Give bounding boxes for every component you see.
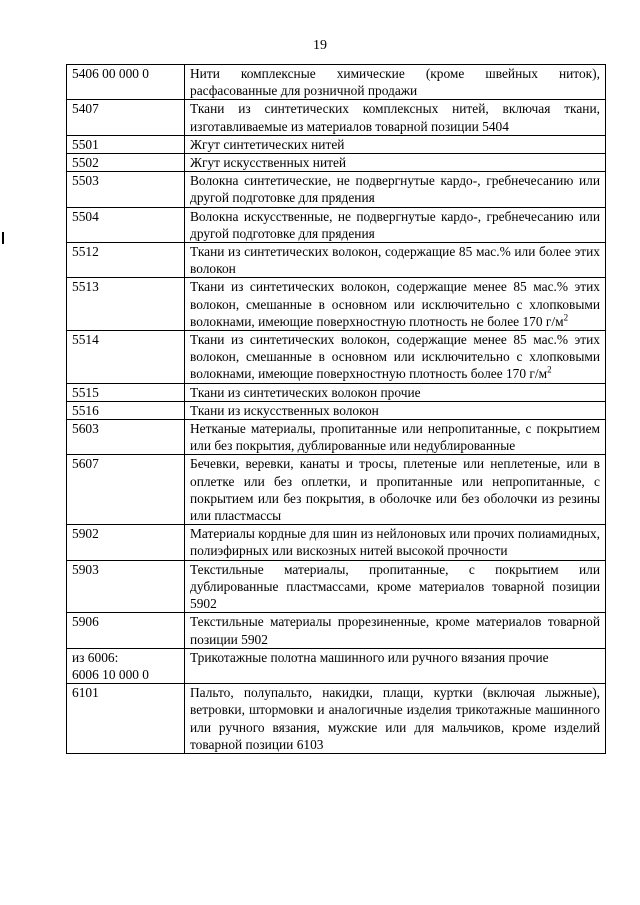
code-text: 5501 xyxy=(72,136,99,152)
description-text: Текстильные материалы, пропитанные, с покрытием или дублированные пластмассами, кроме материалов товарной позиции 5902 xyxy=(190,561,600,612)
table-body xyxy=(67,65,606,754)
table-row xyxy=(67,154,606,172)
code-cell xyxy=(67,154,185,172)
page-number: 19 xyxy=(313,38,327,53)
table-row xyxy=(67,455,606,525)
description-cell xyxy=(185,154,606,172)
code-text: 5502 xyxy=(72,155,99,171)
code-cell xyxy=(67,560,185,613)
description-cell xyxy=(185,243,606,278)
code-cell xyxy=(67,100,185,135)
table-row xyxy=(67,243,606,278)
description-cell xyxy=(185,65,606,100)
code-text: 5906 xyxy=(72,614,99,630)
code-text: 5903 xyxy=(72,561,99,577)
code-text: 5607 xyxy=(72,456,99,472)
description-cell xyxy=(185,331,606,384)
code-cell xyxy=(67,401,185,419)
code-cell xyxy=(67,455,185,525)
table-row xyxy=(67,648,606,683)
code-text-secondary: 6006 10 000 0 xyxy=(72,666,149,682)
description-cell xyxy=(185,100,606,135)
table-row xyxy=(67,207,606,242)
table-row xyxy=(67,100,606,135)
table-row xyxy=(67,383,606,401)
code-cell xyxy=(67,613,185,648)
description-text: Волокна синтетические, не подвергнутые кардо-, гребнечесанию или другой подготовке для прядения xyxy=(190,173,600,206)
code-text: 5503 xyxy=(72,173,99,189)
code-cell xyxy=(67,383,185,401)
description-text: Жгут искусственных нитей xyxy=(190,155,347,171)
table-row xyxy=(67,331,606,384)
code-cell xyxy=(67,135,185,153)
code-text: 5513 xyxy=(72,279,99,295)
code-cell xyxy=(67,172,185,207)
code-text: 5504 xyxy=(72,208,99,224)
description-cell xyxy=(185,278,606,331)
description-text: Ткани из синтетических волокон прочие xyxy=(190,384,421,400)
table-row xyxy=(67,65,606,100)
unit-superscript: 2 xyxy=(563,312,569,323)
table-row xyxy=(67,525,606,560)
unit-superscript: 2 xyxy=(547,364,552,375)
code-text: 5407 xyxy=(72,101,99,117)
code-text: 5406 00 000 0 xyxy=(72,66,149,81)
code-text: 5514 xyxy=(72,332,99,348)
description-cell xyxy=(185,560,606,613)
description-text: Нетканые материалы, пропитанные или непропитанные, с покрытием или без покрытия, дублированные или недублированные xyxy=(190,421,600,454)
description-text: Материалы кордные для шин из нейлоновых или прочих полиамидных, полиэфирных или вискозных нитей высокой прочности xyxy=(190,526,600,559)
code-cell xyxy=(67,648,185,683)
code-cell xyxy=(67,684,185,754)
code-text: 5516 xyxy=(72,402,99,418)
code-cell xyxy=(67,331,185,384)
description-cell xyxy=(185,420,606,455)
code-cell xyxy=(67,420,185,455)
table-row xyxy=(67,278,606,331)
description-cell xyxy=(185,172,606,207)
description-text: Ткани из искусственных волокон xyxy=(190,402,379,418)
description-cell xyxy=(185,135,606,153)
description-text: Волокна искусственные, не подвергнутые кардо-, гребнечесанию или другой подготовке для прядения xyxy=(190,208,600,241)
description-cell xyxy=(185,401,606,419)
table-row xyxy=(67,135,606,153)
code-text: 5515 xyxy=(72,384,99,400)
table-row xyxy=(67,560,606,613)
description-text: Ткани из синтетических комплексных нитей, включая ткани, изготавливаемые из материалов товарной позиции 5404 xyxy=(190,101,600,134)
description-text: Ткани из синтетических волокон, содержащие 85 мас.% или более этих волокон xyxy=(190,244,600,277)
code-text: 5512 xyxy=(72,244,99,260)
description-text: Бечевки, веревки, канаты и тросы, плетеные или неплетеные, или в оплетке или без оплетки, и пропитанные или непропитанные, с покрытием или без покрытия, в оболочке или без оболочки из резины или пластмассы xyxy=(190,456,600,524)
code-text: 5603 xyxy=(72,421,99,437)
description-text: Трикотажные полотна машинного или ручного вязания прочие xyxy=(190,649,549,665)
description-cell xyxy=(185,525,606,560)
table-row xyxy=(67,420,606,455)
code-cell xyxy=(67,65,185,100)
table-row xyxy=(67,401,606,419)
description-text: Ткани из синтетических волокон, содержащие менее 85 мас.% этих волокон, смешанные в основном или исключительно с хлопковыми волокнами, имеющие поверхностную плотность более 170 г/м xyxy=(190,332,600,382)
commodity-codes-table xyxy=(66,64,606,754)
table-row xyxy=(67,172,606,207)
margin-mark xyxy=(2,232,4,244)
code-cell xyxy=(67,207,185,242)
code-text: 5902 xyxy=(72,526,99,542)
code-cell xyxy=(67,525,185,560)
description-cell xyxy=(185,455,606,525)
description-text: Ткани из синтетических волокон, содержащие менее 85 мас.% этих волокон, смешанные в основном или исключительно с хлопковыми волокнами, имеющие поверхностную плотность не более 170 г/м xyxy=(190,279,600,329)
table-row xyxy=(67,613,606,648)
description-text: Текстильные материалы прорезиненные, кроме материалов товарной позиции 5902 xyxy=(190,614,600,647)
code-text: из 6006: xyxy=(72,649,119,665)
table-row xyxy=(67,684,606,754)
description-text: Нити комплексные химические (кроме швейных ниток), расфасованные для розничной продажи xyxy=(190,66,600,99)
description-cell xyxy=(185,648,606,683)
description-cell xyxy=(185,383,606,401)
description-cell xyxy=(185,207,606,242)
code-text: 6101 xyxy=(72,685,99,701)
description-text: Пальто, полупальто, накидки, плащи, куртки (включая лыжные), ветровки, штормовки и аналогичные изделия трикотажные машинного или ручного вязания, мужские или для мальчиков, кроме изделий товарной позиции 6103 xyxy=(190,685,600,752)
description-cell xyxy=(185,684,606,754)
code-cell xyxy=(67,278,185,331)
description-cell xyxy=(185,613,606,648)
description-text: Жгут синтетических нитей xyxy=(190,136,345,152)
code-cell xyxy=(67,243,185,278)
